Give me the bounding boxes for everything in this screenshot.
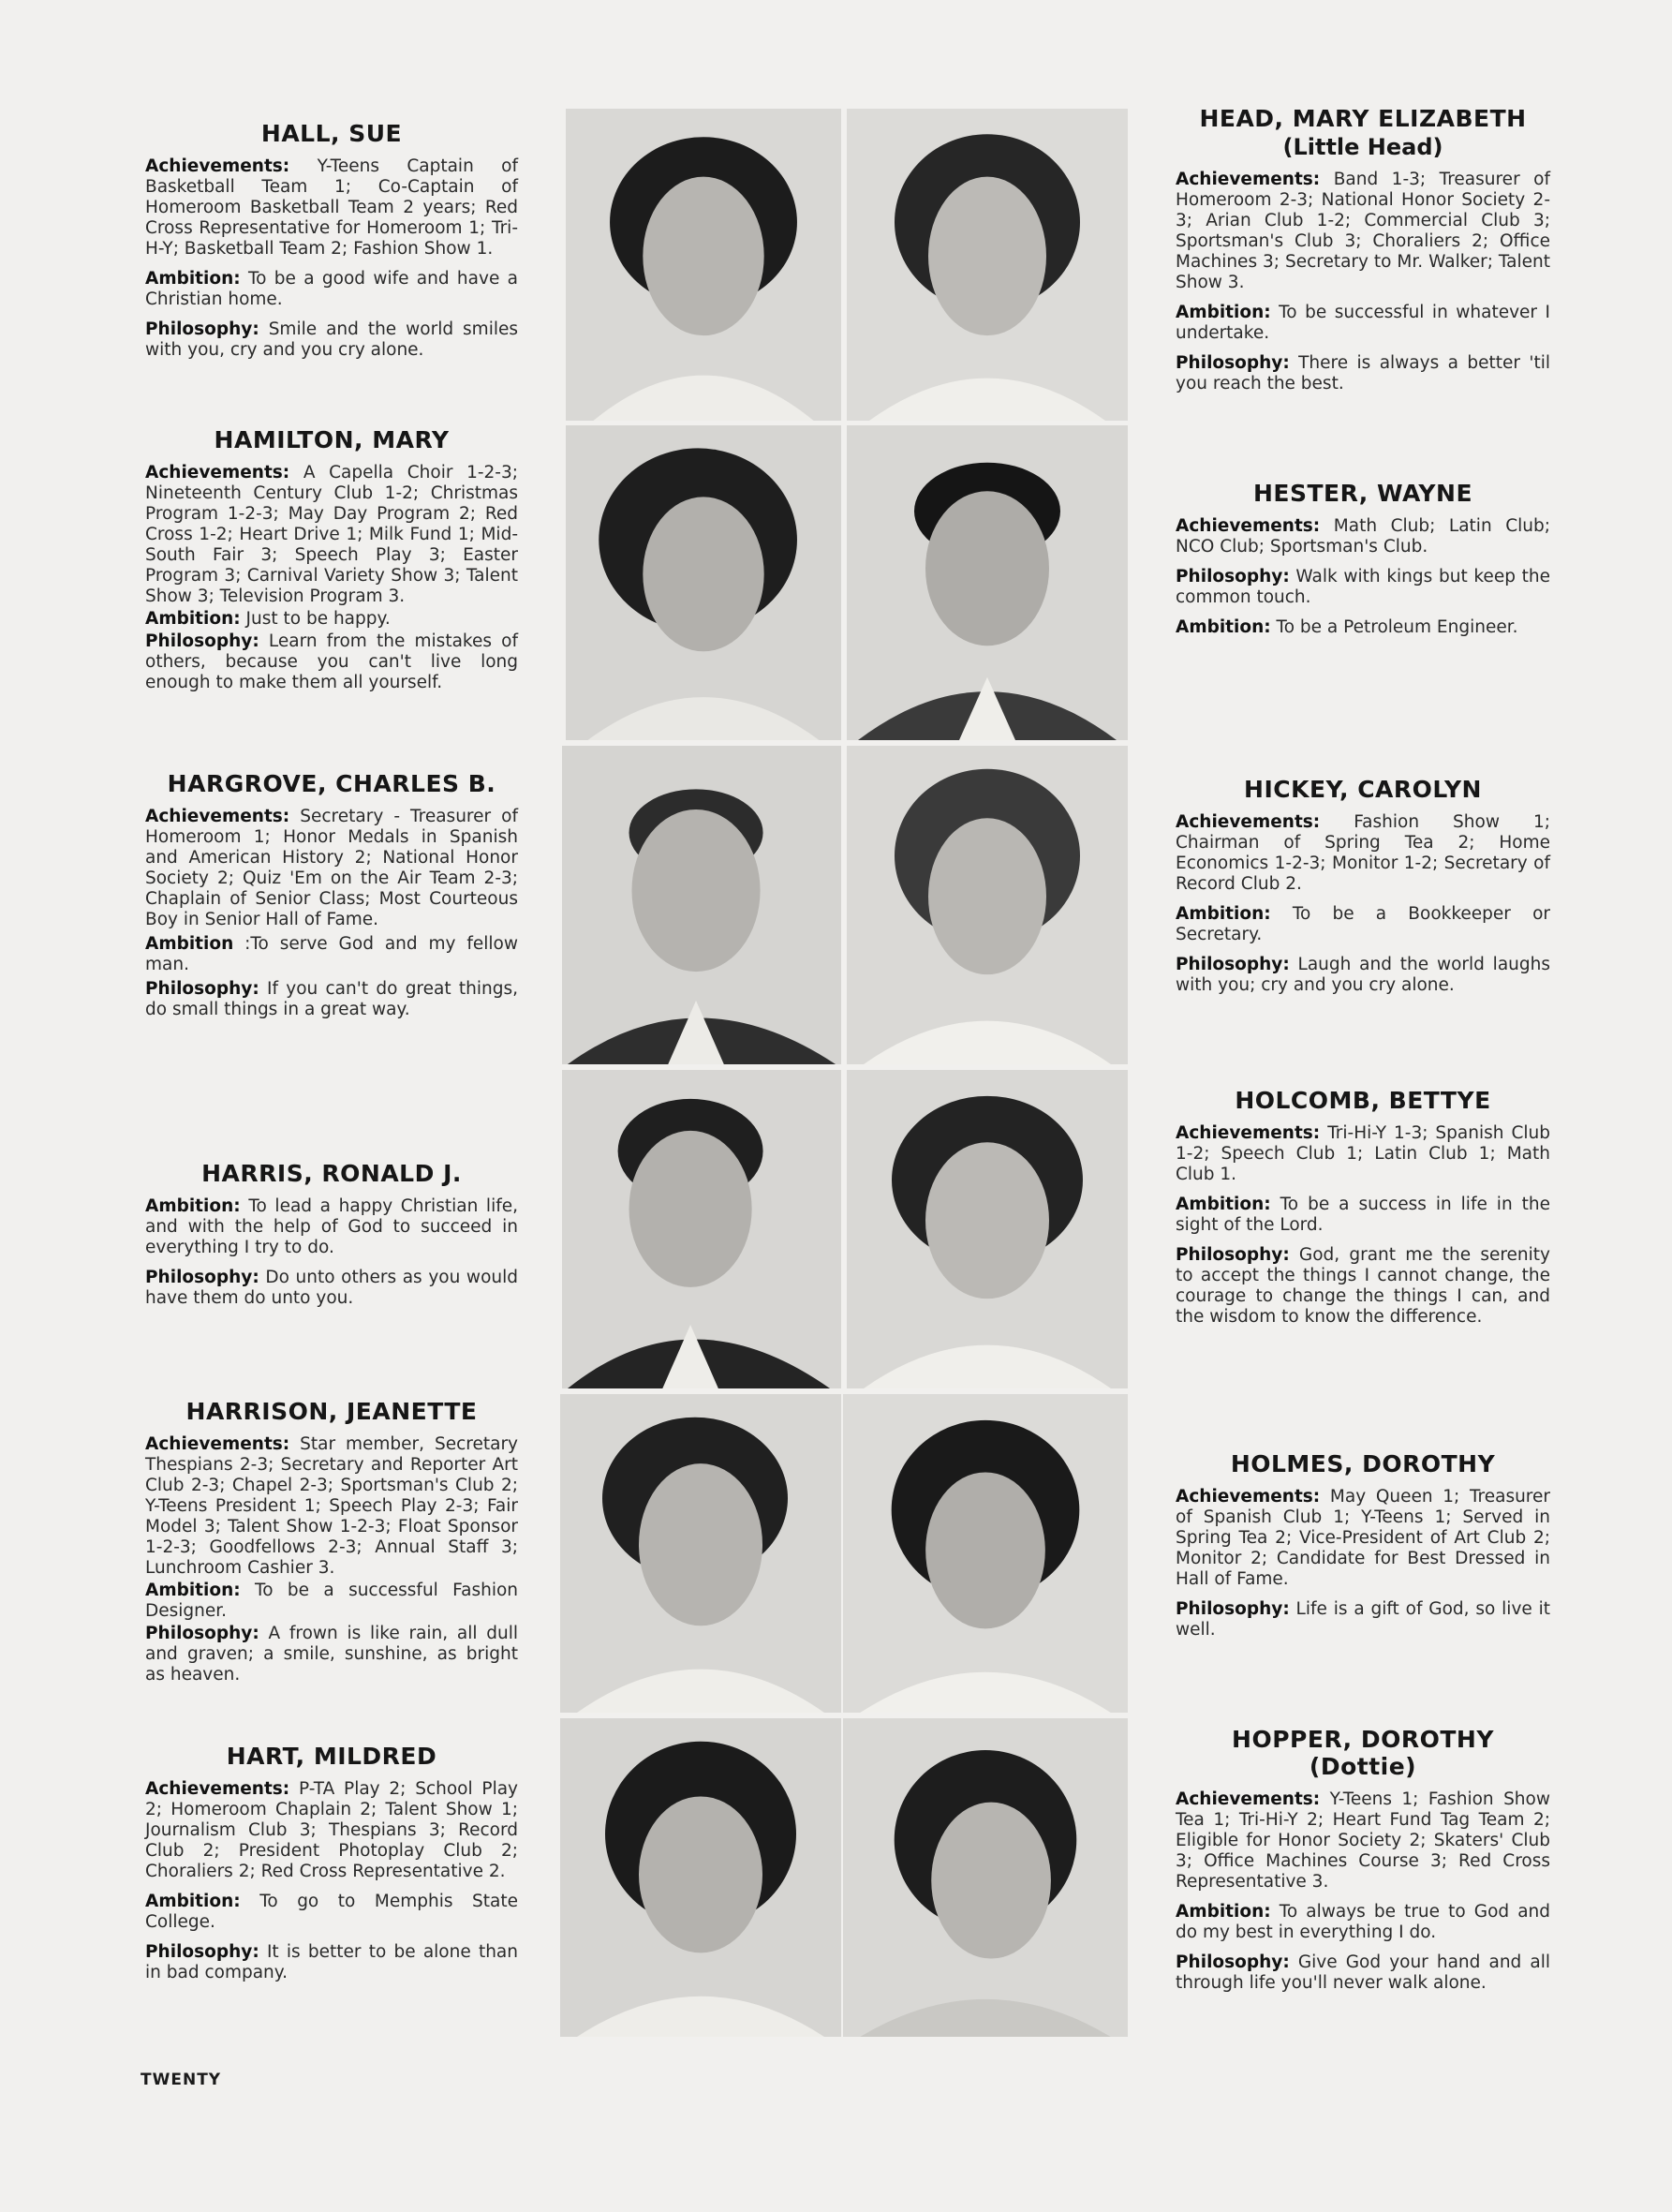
student-name: HOLCOMB, BETTYE: [1235, 1087, 1491, 1114]
entry-hall-sue: [145, 120, 518, 370]
achievements: Achievements: Band 1-3; Treasurer of Homeroom 2-3; National Honor Society 2-3; Arian Club 1-2; Commercial Club 3; Sportsman's Club 3; Choraliers 2; Office Machines 3; Secretary to Mr. Walker; Talent Show 3.: [1176, 170, 1550, 292]
ambition: Ambition: To be a success in life in the sight of the Lord.: [1176, 1195, 1551, 1235]
portrait-grid: [558, 109, 1132, 2039]
student-name: HEAD, MARY ELIZABETH: [1199, 105, 1527, 132]
philosophy: Philosophy: There is always a better 'til you reach the best.: [1176, 353, 1550, 393]
entry-hester-wayne: [1176, 480, 1550, 647]
student-name: HARRISON, JEANETTE: [185, 1398, 478, 1425]
entry-hargrove-charles: [145, 770, 518, 1030]
ambition: Ambition: To be a Bookkeeper or Secretary.: [1176, 904, 1550, 944]
philosophy: Philosophy: Do unto others as you would have them do unto you.: [145, 1268, 518, 1308]
page-number: TWENTY: [141, 2071, 222, 2089]
achievements: Achievements: Y-Teens 1; Fashion Show Tea 1; Tri-Hi-Y 2; Heart Fund Tag Team 2; Eligible for Honor Society 2; Skaters' Club 3; Office Machines Course 3; Red Cross Representative 3.: [1176, 1789, 1550, 1892]
achievements: Achievements: May Queen 1; Treasurer of Spanish Club 1; Y-Teens 1; Served in Spring Tea 2; Vice-President of Art Club 2; Monitor 2; Candidate for Best Dressed in Hall of Fame.: [1176, 1487, 1550, 1589]
entry-hamilton-mary: [145, 426, 518, 703]
entry-hart-mildred: [145, 1743, 518, 1993]
entry-head-mary: [1176, 105, 1550, 404]
achievements: Achievements: P-TA Play 2; School Play 2; Homeroom Chaplain 2; Talent Show 1; Journalism Club 3; Thespians 3; Record Club 2; President Photoplay Club 2; Choraliers 2; Red Cross Representative 2.: [145, 1779, 518, 1881]
philosophy: Philosophy: It is better to be alone than in bad company.: [145, 1942, 518, 1982]
portrait-holmes-dorothy: [843, 1394, 1128, 1713]
ambition: Ambition: To be a successful Fashion Designer.: [145, 1581, 518, 1621]
portrait-hart-mildred: [560, 1718, 841, 2037]
student-name: HOPPER, DOROTHY (Dottie): [1232, 1726, 1494, 1780]
achievements: Achievements: Star member, Secretary Thespians 2-3; Secretary and Reporter Art Club 2-3; Chapel 2-3; Sportsman's Club 2; Y-Teens President 1; Speech Play 2-3; Fair Model 3; Talent Show 1-2-3; Float Sponsor 1-2-3; Goodfellows 2-3; Annual Staff 3; Lunchroom Cashier 3.: [145, 1434, 518, 1578]
achievements: Achievements: Secretary - Treasurer of Homeroom 1; Honor Medals in Spanish and American History 2; National Honor Society 2; Quiz 'Em on the Air Team 2-3; Chaplain of Senior Class; Most Courteous Boy in Senior Hall of Fame.: [145, 807, 518, 929]
student-name: HICKEY, CAROLYN: [1244, 776, 1482, 803]
achievements: Achievements: A Capella Choir 1-2-3; Nineteenth Century Club 1-2; Christmas Program 1-2-3; May Day Program 2; Red Cross 1-2; Heart Drive 1; Milk Fund 1; Mid-South Fair 3; Speech Play 3; Easter Program 3; Carnival Variety Show 3; Talent Show 3; Television Program 3.: [145, 463, 518, 606]
philosophy: Philosophy: A frown is like rain, all dull and graven; a smile, sunshine, as bright as heaven.: [145, 1624, 518, 1685]
student-nickname: (Little Head): [1282, 134, 1443, 160]
portrait-head-mary: [847, 109, 1128, 421]
philosophy: Philosophy: God, grant me the serenity to accept the things I cannot change, the courage to change the things I can, and the wisdom to know the difference.: [1176, 1245, 1550, 1327]
ambition: Ambition: To go to Memphis State College.: [145, 1892, 518, 1932]
ambition: Ambition: To always be true to God and do my best in everything I do.: [1176, 1902, 1551, 1942]
philosophy: Philosophy: Give God your hand and all through life you'll never walk alone.: [1176, 1952, 1550, 1993]
portrait-hopper-dorothy: [843, 1718, 1128, 2037]
ambition: Ambition: To be a Petroleum Engineer.: [1176, 617, 1518, 637]
portrait-holcomb-bettye: [847, 1070, 1128, 1388]
student-name: HESTER, WAYNE: [1252, 480, 1473, 507]
entry-holcomb-bettye: [1176, 1087, 1550, 1337]
achievements: Achievements: Tri-Hi-Y 1-3; Spanish Club 1-2; Speech Club 1; Latin Club 1; Math Club 1.: [1176, 1123, 1550, 1184]
entry-hopper-dorothy: [1176, 1726, 1550, 2003]
philosophy: Philosophy: Learn from the mistakes of others, because you can't live long enough to make them all yourself.: [145, 631, 518, 692]
ambition: Ambition: Just to be happy.: [145, 609, 391, 629]
philosophy: Philosophy: If you can't do great things, do small things in a great way.: [145, 979, 518, 1019]
ambition: Ambition: To be successful in whatever I undertake.: [1176, 303, 1550, 343]
student-name: HARGROVE, CHARLES B.: [167, 770, 496, 797]
portrait-hester-wayne: [847, 425, 1128, 740]
student-name: HAMILTON, MARY: [214, 426, 450, 453]
student-name: HOLMES, DOROTHY: [1230, 1450, 1496, 1477]
ambition: Ambition: To be a good wife and have a Christian home.: [145, 269, 518, 309]
portrait-harrison-jeanette: [560, 1394, 841, 1713]
entry-hickey-carolyn: [1176, 776, 1550, 1005]
entry-harrison-jeanette: [145, 1398, 518, 1695]
portrait-hall-sue: [566, 109, 841, 421]
achievements: Achievements: Fashion Show 1; Chairman of Spring Tea 2; Home Economics 1-2-3; Monitor 1-2; Secretary of Record Club 2.: [1176, 812, 1550, 894]
entry-holmes-dorothy: [1176, 1450, 1550, 1650]
portrait-hargrove-charles: [562, 746, 841, 1064]
philosophy: Philosophy: Life is a gift of God, so live it well.: [1176, 1599, 1550, 1640]
achievements: Achievements: Math Club; Latin Club; NCO Club; Sportsman's Club.: [1176, 516, 1550, 557]
ambition: Ambition :To serve God and my fellow man.: [145, 934, 518, 974]
portrait-hamilton-mary: [566, 425, 841, 740]
ambition: Ambition: To lead a happy Christian life, and with the help of God to succeed in everything I try to do.: [145, 1196, 518, 1257]
portrait-hickey-carolyn: [847, 746, 1128, 1064]
portrait-harris-ronald: [562, 1070, 841, 1388]
student-name: HARRIS, RONALD J.: [201, 1160, 462, 1187]
philosophy: Philosophy: Smile and the world smiles with you, cry and you cry alone.: [145, 319, 518, 360]
student-name: HALL, SUE: [260, 120, 403, 147]
entry-harris-ronald: [145, 1160, 518, 1318]
philosophy: Philosophy: Laugh and the world laughs with you; cry and you cry alone.: [1176, 955, 1550, 995]
achievements: Achievements: Y-Teens Captain of Basketball Team 1; Co-Captain of Homeroom Basketball Team 2 years; Red Cross Representative for Homeroom 1; Tri-H-Y; Basketball Team 2; Fashion Show 1.: [145, 156, 518, 259]
student-name: HART, MILDRED: [226, 1743, 437, 1770]
philosophy: Philosophy: Walk with kings but keep the common touch.: [1176, 567, 1550, 607]
